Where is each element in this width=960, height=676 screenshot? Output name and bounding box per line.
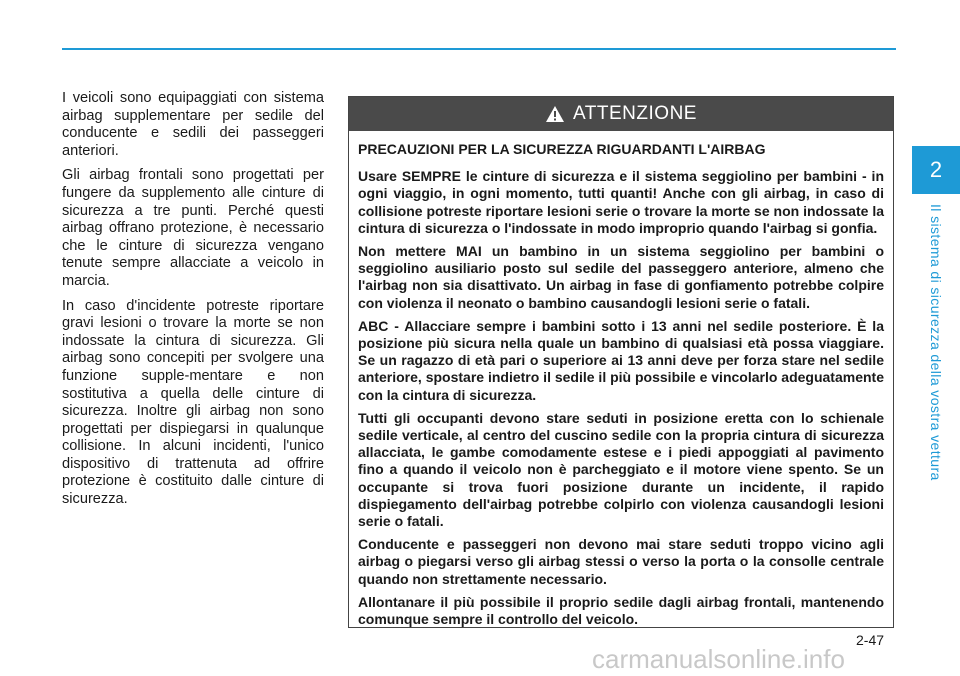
warning-paragraph: ABC - Allacciare sempre i bambini sotto i 13 anni nel sedile posteriore. È la posizione più sicura nella quale un bambino di qualsiasi età possa viaggiare. Se un ragazzo di età pari o superiore ai 13 anni deve per forza stare nel sedile anteriore, spostare indietro il sedile il più possibile e vincolarlo adeguatamente con la cintura di sicurezza. (358, 317, 884, 403)
warning-paragraph: Conducente e passeggeri non devono mai stare seduti troppo vicino agli airbag o piegarsi verso gli airbag stessi o verso la porta o la consolle centrale quando non strettamente necessario. (358, 536, 884, 587)
watermark: carmanualsonline.info (592, 644, 845, 674)
warning-body (349, 131, 893, 628)
warning-title: PRECAUZIONI PER LA SICUREZZA RIGUARDANTI L'AIRBAG (358, 141, 766, 157)
paragraph: Gli airbag frontali sono progettati per fungere da supplemento alle cinture di sicurezza a tre punti. Perché questi airbag offrano protezione, è necessario che le cinture di sicurezza vengano tenute sempre allacciate a veicolo in marcia. (62, 167, 324, 289)
chapter-number: 2 (929, 157, 943, 182)
warning-box (348, 96, 894, 628)
warning-paragraph: Allontanare il più possibile il proprio sedile dagli airbag frontali, mantenendo comunque sempre il controllo del veicolo. (358, 593, 884, 628)
warning-paragraph: Usare SEMPRE le cinture di sicurezza e il sistema seggiolino per bambini - in ogni viaggio, in ogni momento, tutti quanti! Anche con gli airbag, in caso di collisione potreste riportare lesioni serie o trovare la morte se non indossate la cintura di sicurezza o l'indossate in modo improprio quando l'airbag si gonfia. (358, 168, 884, 236)
chapter-tab (912, 146, 960, 194)
warning-triangle-icon (545, 105, 565, 123)
left-column (62, 90, 324, 516)
warning-paragraph: Tutti gli occupanti devono stare seduti in posizione eretta con lo schienale sedile verticale, al centro del cuscino sedile con la propria cintura di sicurezza allacciata, le gambe comodamente estese e i piedi appoggiati al pavimento fino a quando il veicolo non è parcheggiato e il motore viene spento. Se un occupante si trova fuori posizione durante un incidente, il rapido dispiegamento dell'airbag potrebbe colpirlo con violenza causandogli lesioni serie o fatali. (358, 409, 884, 530)
paragraph: I veicoli sono equipaggiati con sistema airbag supplementare per sedile del conducente e sedili dei passeggeri anteriori. (62, 90, 324, 159)
top-divider (62, 48, 896, 50)
warning-paragraph: Non mettere MAI un bambino in un sistema seggiolino per bambini o seggiolino ausiliario posto sul sedile del passeggero anteriore, almeno che l'airbag non sia disattivato. Un airbag in fase di gonfiamento potrebbe colpire con violenza il neonato o bambino causandogli lesioni serie o fatali. (358, 243, 884, 311)
section-title: Il sistema di sicurezza della vostra vettura (928, 204, 944, 481)
warning-header (349, 97, 893, 131)
warning-label: ATTENZIONE (573, 103, 697, 124)
paragraph: In caso d'incidente potreste riportare gravi lesioni o trovare la morte se non indossate la cintura di sicurezza. Gli airbag sono concepiti per svolgere una funzione supple-mentare e non sostitutiva a quella delle cinture di sicurezza. Inoltre gli airbag non sono progettati per dispiegarsi in qualunque collisione. In alcuni incidenti, l'unico dispositivo di trattenuta ad offrire protezione è costituito dalle cinture di sicurezza. (62, 297, 324, 508)
page-number: 2-47 (856, 632, 885, 648)
